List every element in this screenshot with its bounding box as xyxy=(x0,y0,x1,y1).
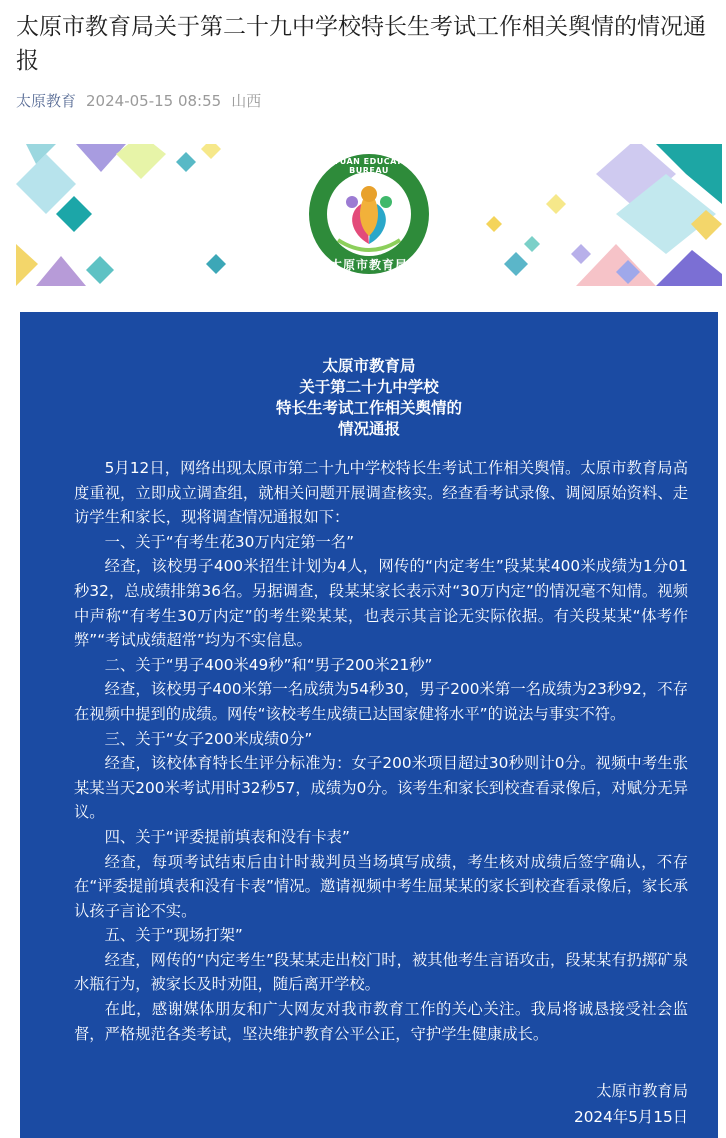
article-meta xyxy=(16,90,261,111)
notice-section-heading: 二、关于“男子400米49秒”和“男子200米21秒” xyxy=(104,655,433,674)
notice-heading-line: 关于第二十九中学校 xyxy=(299,378,439,396)
notice-heading xyxy=(20,356,718,440)
notice-section-heading: 五、关于“现场打架” xyxy=(104,926,243,945)
notice-section-heading: 一、关于“有考生花30万内定第一名” xyxy=(104,532,355,551)
notice-paragraph: 在此，感谢媒体朋友和广大网友对我市教育工作的关心关注。我局将诚恳接受社会监督，严格规范各类考试，坚决维护教育公平公正，守护学生健康成长。 xyxy=(74,1000,688,1043)
logo-top-text: TAIYUAN EDUCATION BUREAU xyxy=(317,157,421,175)
notice-section-heading: 三、关于“女子200米成绩0分” xyxy=(104,729,313,748)
notice-paragraph: 经查，该校男子400米第一名成绩为54秒30，男子200米第一名成绩为23秒92，不存在视频中提到的成绩。网传“该校考生成绩已达国家健将水平”的说法与事实不符。 xyxy=(74,680,688,723)
notice-paragraph: 5月12日，网络出现太原市第二十九中学校特长生考试工作相关舆情。太原市教育局高度重视，立即成立调查组，就相关问题开展调查核实。经查看考试录像、调阅原始资料、走访学生和家长，现将调查情况通报如下： xyxy=(74,459,688,527)
notice-image xyxy=(20,312,718,1138)
notice-heading-line: 情况通报 xyxy=(337,420,400,438)
notice-signature-block xyxy=(574,1078,688,1130)
notice-date: 2024年5月15日 xyxy=(573,1108,688,1126)
header-banner-image xyxy=(16,144,722,286)
notice-paragraph: 经查，该校体育特长生评分标准为：女子200米项目超过30秒则计0分。视频中考生张某某当天200米考试用时32秒57，成绩为0分。该考生和家长到校查看录像后，对赋分无异议。 xyxy=(74,754,688,822)
publish-location: 山西 xyxy=(231,92,262,110)
account-name-link[interactable]: 太原教育 xyxy=(16,92,77,110)
notice-heading-line: 特长生考试工作相关舆情的 xyxy=(275,399,462,417)
logo-bottom-text: 太原市教育局 xyxy=(329,258,408,272)
article-title: 太原市教育局关于第二十九中学校特长生考试工作相关舆情的情况通报 xyxy=(16,14,706,74)
notice-paragraph: 经查，网传的“内定考生”段某某走出校门时，被其他考生言语攻击，段某某有扔掷矿泉水瓶行为，被家长及时劝阻，随后离开学校。 xyxy=(74,950,688,994)
notice-body xyxy=(74,456,688,1046)
notice-paragraph: 经查，该校男子400米招生计划为4人，网传的“内定考生”段某某400米成绩为1分01秒32，总成绩排第36名。另据调查，段某某家长表示对“30万内定”的情况毫不知情。视频中声称“有考生30万内定”的考生梁某某，也表示其言论无实际依据。有关段某某“体考作弊”“考试成绩超常”均为不实信息。 xyxy=(74,557,688,650)
notice-paragraph: 经查，每项考试结束后由计时裁判员当场填写成绩，考生核对成绩后签字确认，不存在“评委提前填表和没有卡表”情况。邀请视频中考生屈某某的家长到校查看录像后，家长承认孩子言论不实。 xyxy=(74,852,688,920)
publish-datetime: 2024-05-15 08:55 xyxy=(86,91,222,110)
notice-signature: 太原市教育局 xyxy=(596,1082,688,1100)
notice-heading-line: 太原市教育局 xyxy=(322,357,416,375)
notice-section-heading: 四、关于“评委提前填表和没有卡表” xyxy=(104,827,350,846)
